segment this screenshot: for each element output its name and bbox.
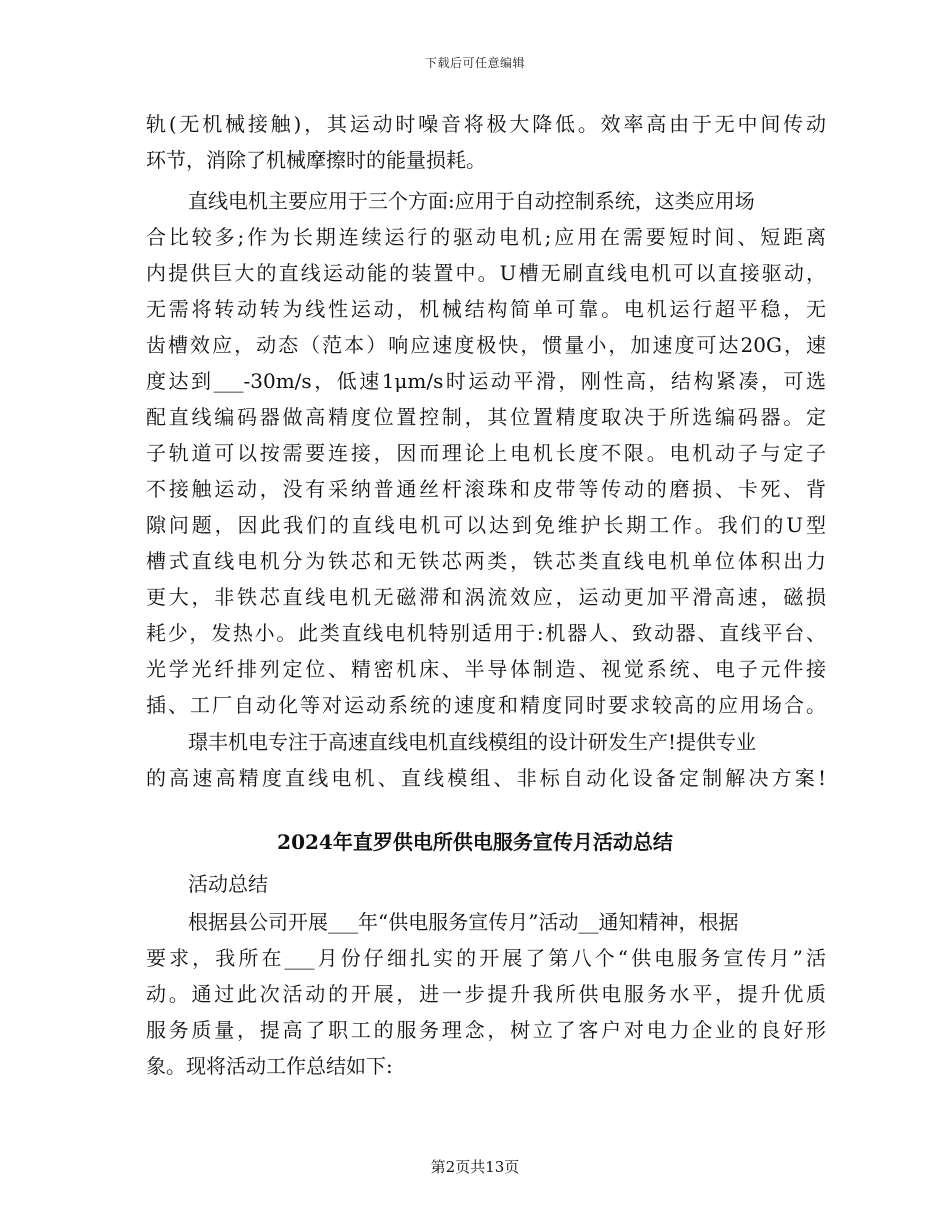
text-line: 更大，非铁芯直线电机无磁滞和涡流效应，运动更加平滑高速，磁损 [146, 585, 826, 609]
text-line: 插、工厂自动化等对运动系统的速度和精度同时要求较高的应用场合。 [146, 693, 826, 717]
text-line: 不接触运动，没有采纳普通丝杆滚珠和皮带等传动的磨损、卡死、背 [146, 477, 826, 501]
page-footer: 第2页共13页 [430, 1158, 520, 1176]
text-line: 无需将转动转为线性运动，机械结构简单可靠。电机运行超平稳，无 [146, 297, 826, 321]
text-line: 齿槽效应，动态（范本）响应速度极快，惯量小，加速度可达20G，速 [146, 333, 826, 357]
text-line: 轨(无机械接触)，其运动时噪音将极大降低。效率高由于无中间传动 [146, 112, 826, 136]
text-line: 象。现将活动工作总结如下: [146, 1054, 393, 1078]
page-header: 下载后可任意编辑 [424, 56, 525, 70]
section-heading: 活动总结 [188, 872, 268, 896]
text-line: 合比较多;作为长期连续运行的驱动电机;应用在需要短时间、短距离 [146, 225, 826, 249]
text-line: 子轨道可以按需要连接，因而理论上电机长度不限。电机动子与定子 [146, 441, 826, 465]
text-line: 的高速高精度直线电机、直线模组、非标自动化设备定制解决方案! [146, 766, 826, 790]
text-line: 服务质量，提高了职工的服务理念，树立了客户对电力企业的良好形 [146, 1018, 826, 1042]
text-line: 配直线编码器做高精度位置控制，其位置精度取决于所选编码器。定 [146, 405, 826, 429]
document-title: 2024年直罗供电所供电服务宣传月活动总结 [277, 830, 673, 854]
text-line: 度达到___-30m/s，低速1μm/s时运动平滑，刚性高，结构紧凑，可选 [146, 369, 826, 393]
text-line: 光学光纤排列定位、精密机床、半导体制造、视觉系统、电子元件接 [146, 657, 826, 681]
text-line: 根据县公司开展___年“供电服务宣传月”活动__通知精神，根据 [188, 910, 739, 934]
text-line: 璟丰机电专注于高速直线电机直线模组的设计研发生产!提供专业 [188, 730, 757, 754]
text-line: 环节，消除了机械摩擦时的能量损耗。 [146, 148, 486, 172]
text-line: 要求，我所在___月份仔细扎实的开展了第八个“供电服务宣传月”活 [146, 946, 826, 970]
text-line: 槽式直线电机分为铁芯和无铁芯两类，铁芯类直线电机单位体积出力 [146, 549, 826, 573]
text-line: 耗少，发热小。此类直线电机特别适用于:机器人、致动器、直线平台、 [146, 621, 826, 645]
text-line: 直线电机主要应用于三个方面:应用于自动控制系统，这类应用场 [188, 189, 755, 213]
text-line: 动。通过此次活动的开展，进一步提升我所供电服务水平，提升优质 [146, 982, 826, 1006]
text-line: 隙问题，因此我们的直线电机可以达到免维护长期工作。我们的U型 [146, 513, 826, 537]
text-line: 内提供巨大的直线运动能的装置中。U槽无刷直线电机可以直接驱动， [146, 261, 826, 285]
